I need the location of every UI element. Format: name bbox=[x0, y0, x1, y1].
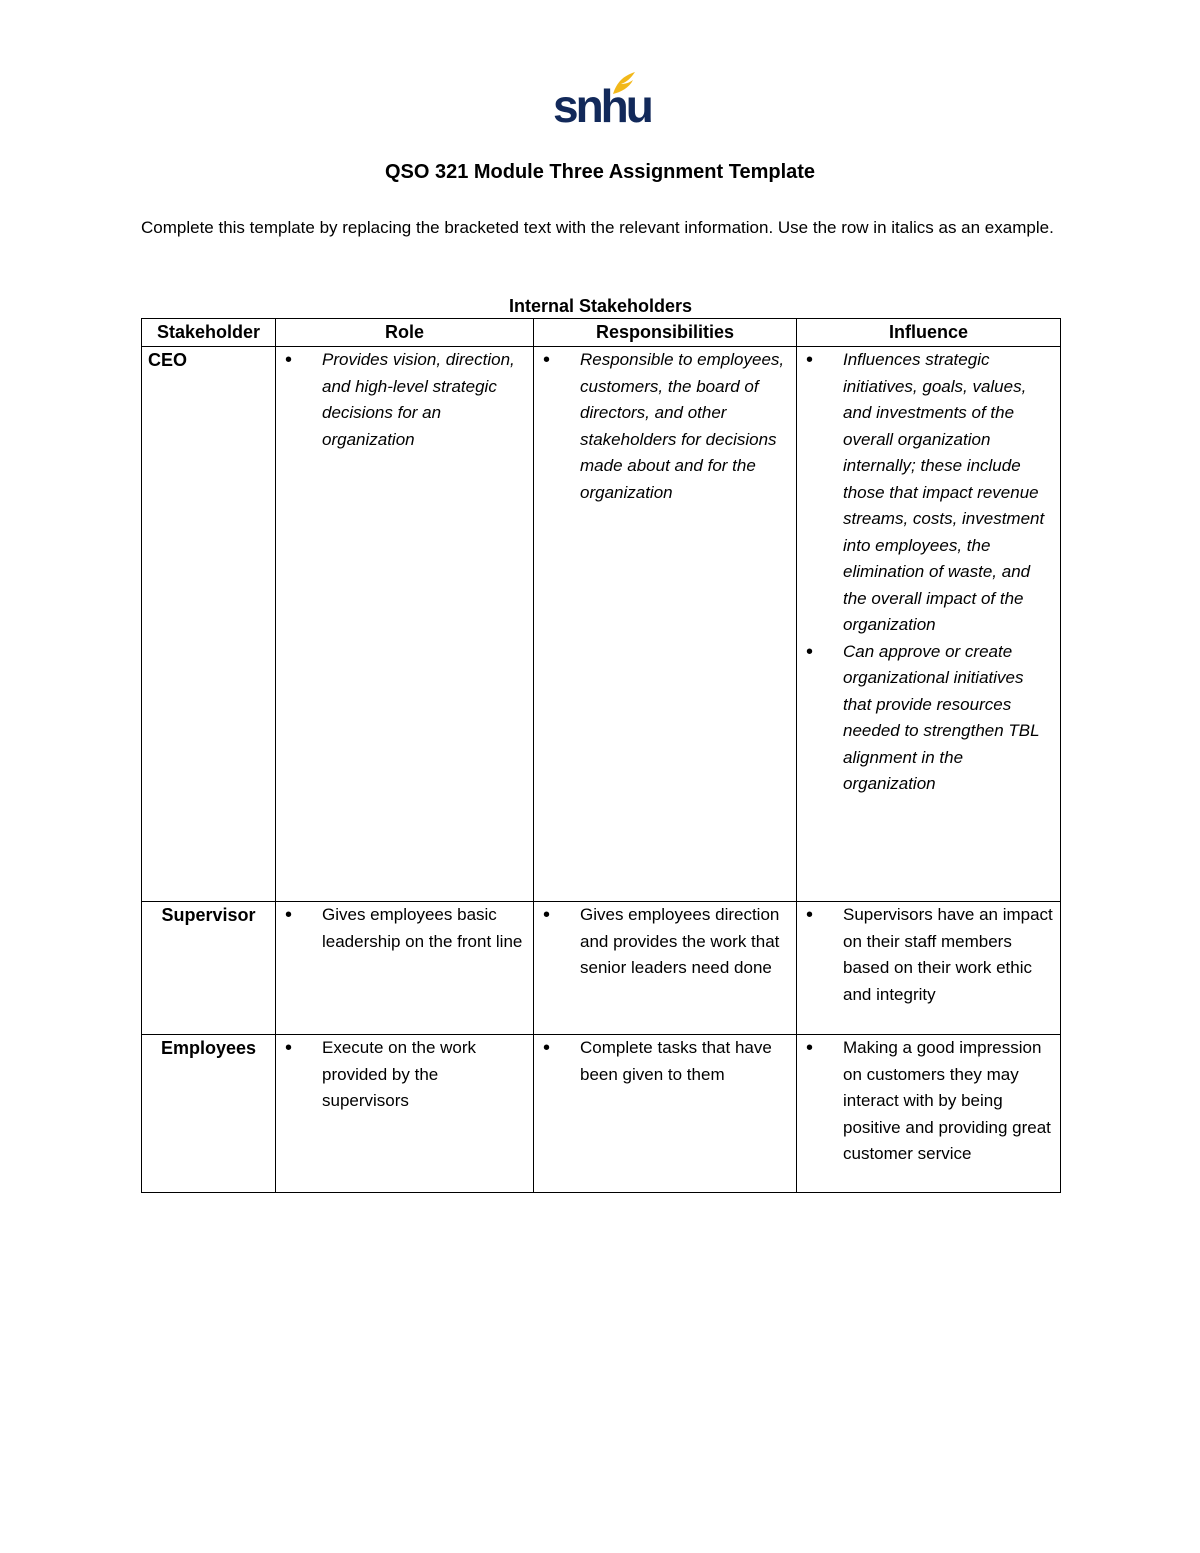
list-item: • Supervisors have an impact on their staff members based on their work ethic and integrity bbox=[803, 902, 1054, 1008]
list-item: • Gives employees direction and provides the work that senior leaders need done bbox=[540, 902, 790, 982]
table-row bbox=[142, 902, 1061, 1035]
influence-cell bbox=[797, 347, 1061, 902]
header-stakeholder: Stakeholder bbox=[142, 319, 276, 347]
role-cell bbox=[276, 902, 534, 1035]
list-item: • Provides vision, direction, and high-level strategic decisions for an organization bbox=[282, 347, 527, 453]
list-item: • Gives employees basic leadership on the front line bbox=[282, 902, 527, 955]
list-item: • Responsible to employees, customers, the board of directors, and other stakeholders for decisions made about and for the organization bbox=[540, 347, 790, 506]
table-header-row bbox=[142, 319, 1061, 347]
role-cell bbox=[276, 347, 534, 902]
responsibilities-cell bbox=[534, 902, 797, 1035]
header-influence: Influence bbox=[797, 319, 1061, 347]
list-item: • Can approve or create organizational initiatives that provide resources needed to strengthen TBL alignment in the organization bbox=[803, 639, 1054, 798]
document-title: QSO 321 Module Three Assignment Template bbox=[384, 161, 816, 183]
role-cell bbox=[276, 1035, 534, 1193]
influence-cell bbox=[797, 1035, 1061, 1193]
logo-text: snhu bbox=[553, 80, 651, 132]
header-responsibilities: Responsibilities bbox=[534, 319, 797, 347]
snhu-logo bbox=[553, 70, 651, 136]
list-item: • Influences strategic initiatives, goals, values, and investments of the overall organization internally; these include those that impact revenue streams, costs, investment into employees, the elimination of waste, and the overall impact of the organization bbox=[803, 347, 1054, 639]
table-caption: Internal Stakeholders bbox=[508, 296, 693, 316]
influence-cell bbox=[797, 902, 1061, 1035]
list-item: • Making a good impression on customers they may interact with by being positive and providing great customer service bbox=[803, 1035, 1054, 1168]
header-role: Role bbox=[276, 319, 534, 347]
instructions-paragraph: Complete this template by replacing the bracketed text with the relevant information. Use the row in italics as an example. bbox=[141, 218, 1054, 237]
list-item: • Complete tasks that have been given to them bbox=[540, 1035, 790, 1088]
stakeholder-cell: Employees bbox=[142, 1035, 276, 1193]
responsibilities-cell bbox=[534, 1035, 797, 1193]
table-row bbox=[142, 1035, 1061, 1193]
stakeholders-table bbox=[141, 318, 1061, 1193]
table-row bbox=[142, 347, 1061, 902]
stakeholder-cell: CEO bbox=[142, 347, 276, 902]
stakeholder-cell: Supervisor bbox=[142, 902, 276, 1035]
responsibilities-cell bbox=[534, 347, 797, 902]
list-item: • Execute on the work provided by the supervisors bbox=[282, 1035, 527, 1115]
